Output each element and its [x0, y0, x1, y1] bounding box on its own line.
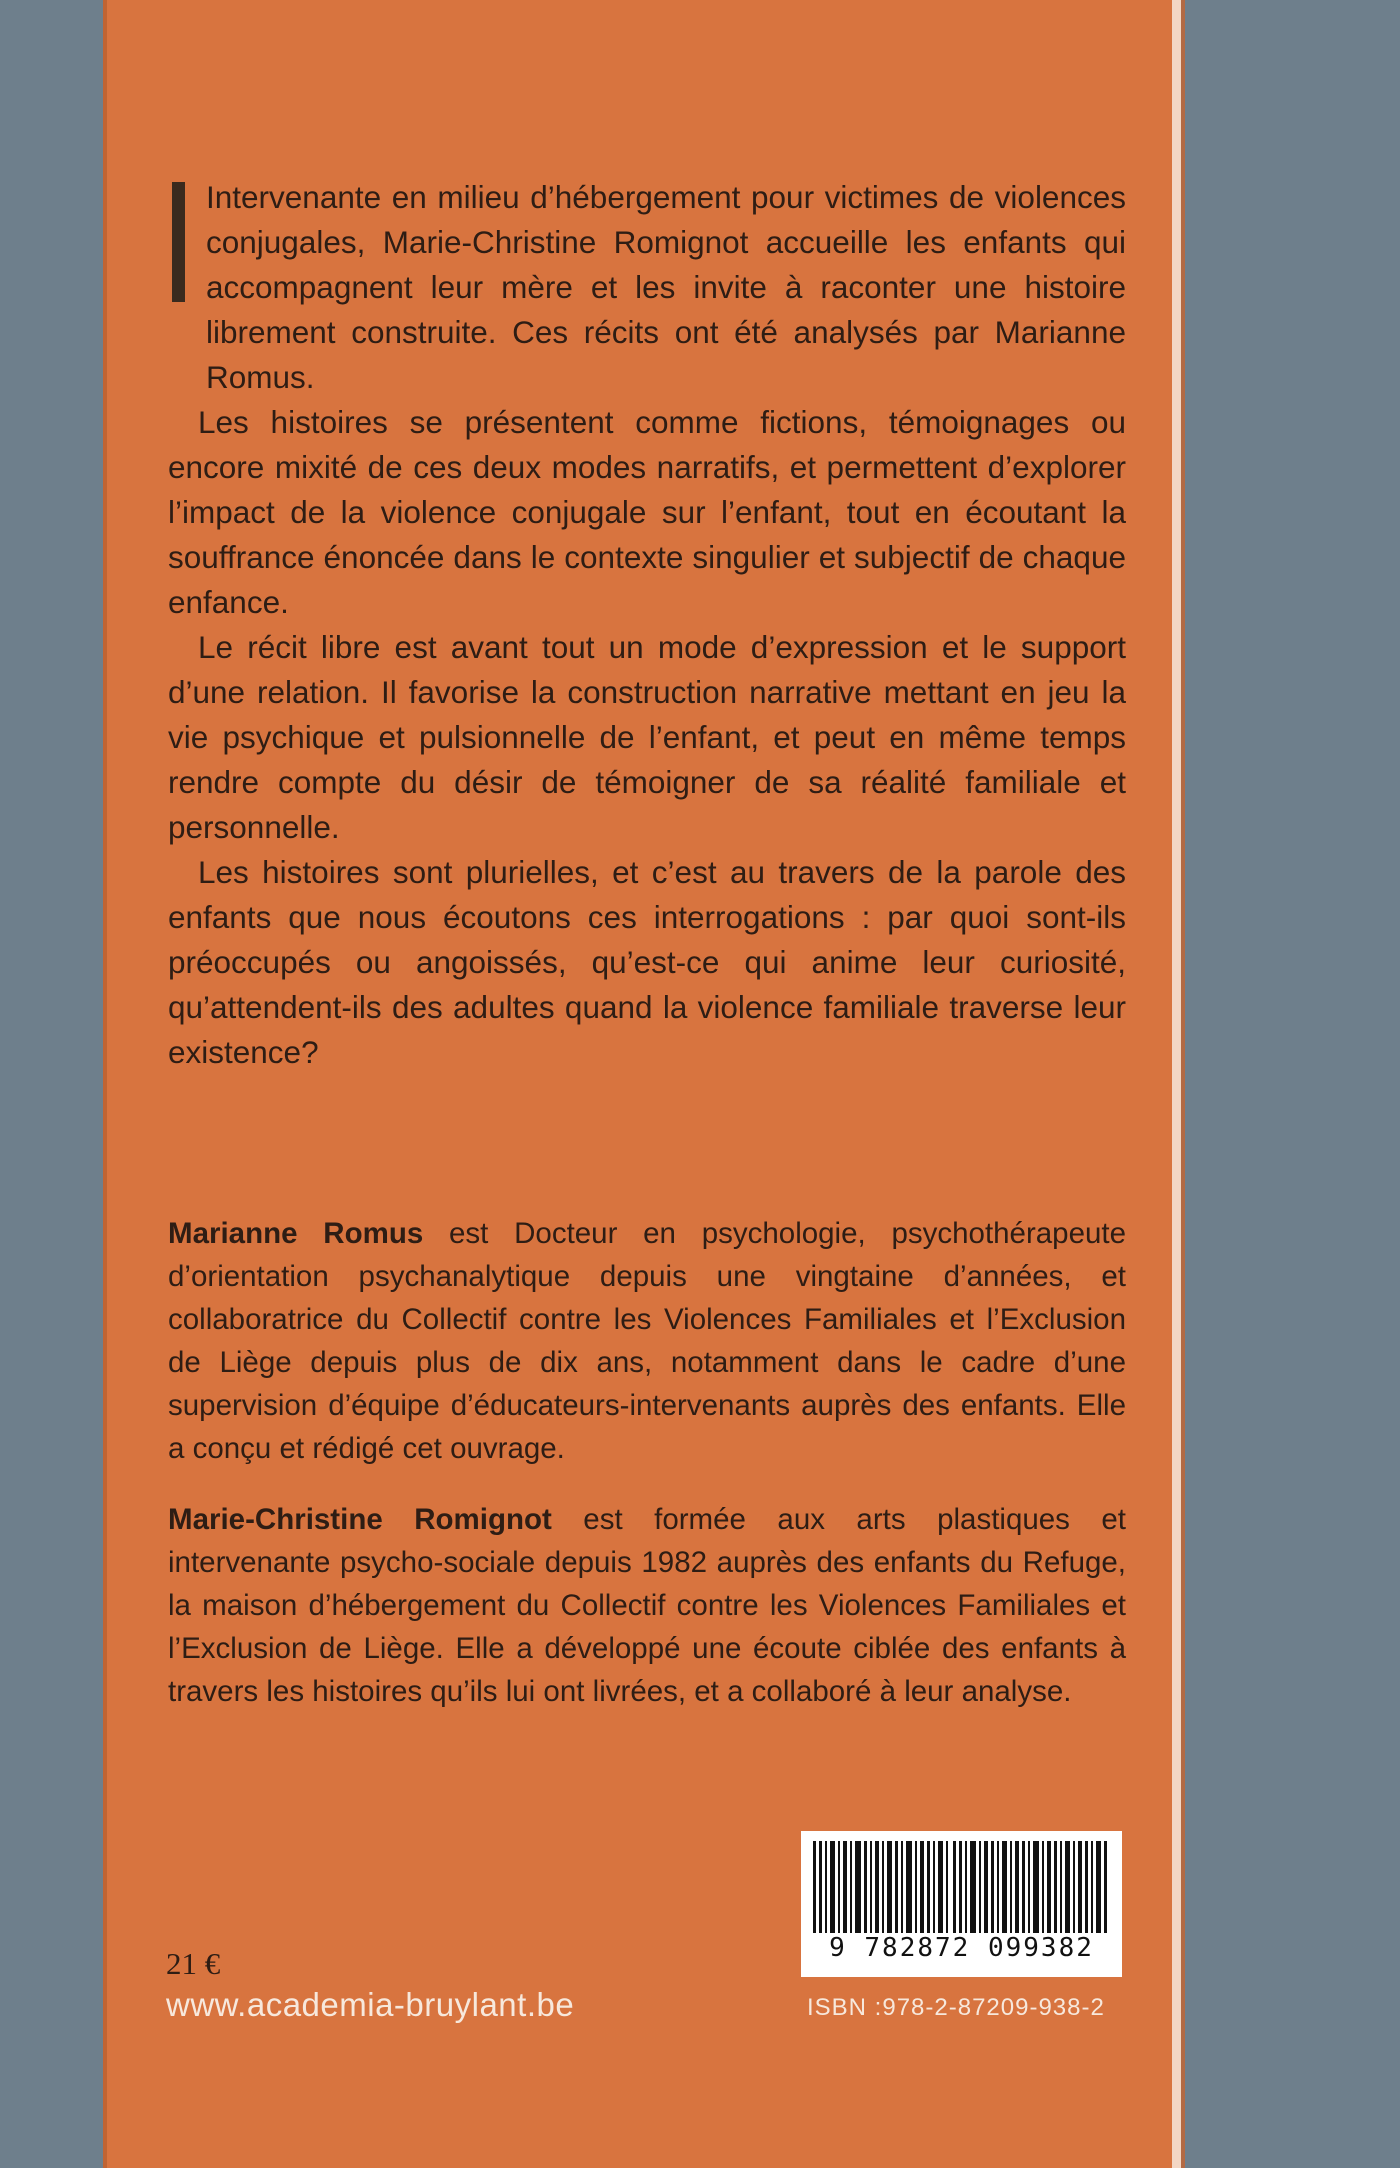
barcode-icon — [813, 1841, 1110, 1933]
publisher-website: www.academia-bruylant.be — [166, 1986, 575, 2023]
bio-romignot-name: Marie-Christine Romignot — [168, 1503, 552, 1536]
blurb-paragraph-2: Les histoires se présentent comme fictions, témoignages ou encore mixité de ces deux modes narratifs, et permettent d’explorer l’impact de la violence conjugale sur l’enfant, tout en écoutant la souffrance énoncée dans le contexte singulier et subjectif de chaque enfance. — [168, 404, 1126, 620]
author-bios — [168, 1212, 1126, 1741]
bio-romignot-text: est formée aux arts plastiques et intervenante psycho-sociale depuis 1982 auprès des enfants du Refuge, la maison d’hébergement du Collectif contre les Violences Familiales et l’Exclusion de Liège. Elle a développé une écoute ciblée des enfants à travers les histoires qu’ils lui ont livrées, et a collaboré à leur analyse. — [168, 1503, 1126, 1708]
panel-left-edge — [103, 0, 107, 2168]
barcode-box — [801, 1831, 1122, 1977]
bio-romus-name: Marianne Romus — [168, 1217, 424, 1250]
bio-romus-text: est Docteur en psychologie, psychothérapeute d’orientation psychanalytique depuis une vingtaine d’années, et collaboratrice du Collectif contre les Violences Familiales et l’Exclusion de Liège depuis plus de dix ans, notamment dans le cadre d’une supervision d’équipe d’éducateurs-intervenants auprès des enfants. Elle a conçu et rédigé cet ouvrage. — [168, 1217, 1126, 1465]
blurb-paragraph-1: Intervenante en milieu d’hébergement pour victimes de violences conjugales, Marie-Christine Romignot accueille les enfants qui accompagnent leur mère et les invite à raconter une histoire librement construite. Ces récits ont été analysés par Marianne Romus. — [206, 179, 1126, 395]
blurb-paragraph-3: Le récit libre est avant tout un mode d’expression et le support d’une relation. Il favorise la construction narrative mettant en jeu la vie psychique et pulsionnelle de l’enfant, et peut en même temps rendre compte du désir de témoigner de sa réalité familiale et personnelle. — [168, 629, 1126, 845]
price: 21 € — [166, 1946, 221, 1981]
bio-romignot — [168, 1498, 1126, 1713]
blurb-paragraph-4: Les histoires sont plurielles, et c’est au travers de la parole des enfants que nous écoutons ces interrogations : par quoi sont-ils préoccupés ou angoissés, qu’est-ce qui anime leur curiosité, qu’attendent-ils des adultes quand la violence familiale traverse leur existence? — [168, 854, 1126, 1070]
isbn: ISBN :978-2-87209-938-2 — [807, 1994, 1105, 2021]
panel-right-edge — [1172, 0, 1181, 2168]
barcode-digits: 9 782872 099382 — [829, 1933, 1094, 1963]
blurb-text — [168, 175, 1126, 1075]
bio-romus — [168, 1212, 1126, 1470]
panel-right-edge-line — [1181, 0, 1185, 2168]
